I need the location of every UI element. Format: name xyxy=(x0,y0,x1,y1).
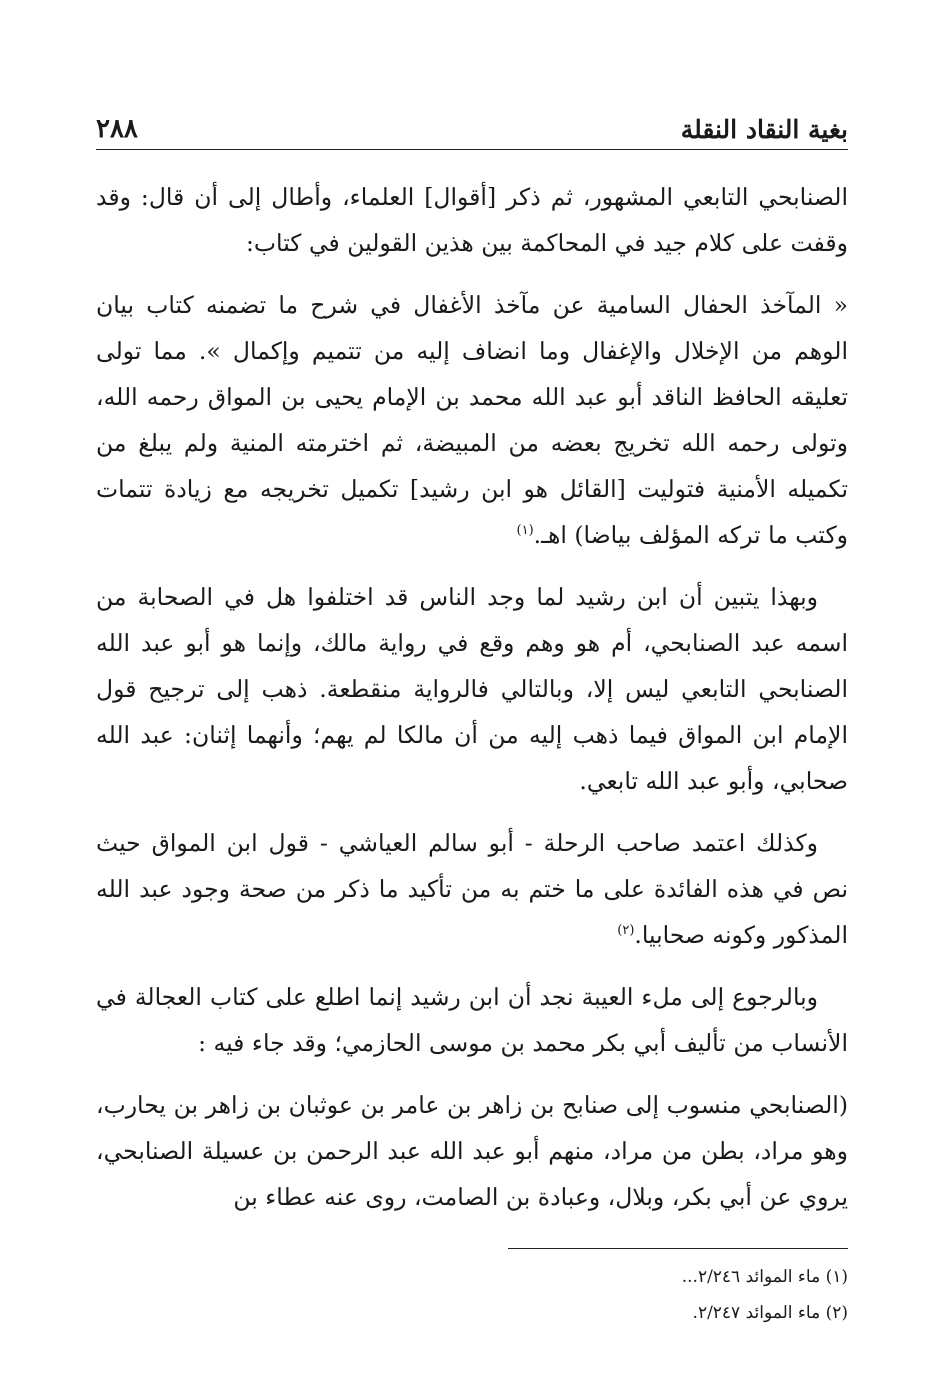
paragraph-4: وكذلك اعتمد صاحب الرحلة - أبو سالم العياشي - قول ابن المواق حيث نص في هذه الفائدة على ما ختم به من تأكيد ما ذكر من صحة وجود عبد الله المذكور وكونه صحابيا.$^{(٢)}$ xyxy=(96,829,848,949)
running-title: بغية النقاد النقلة xyxy=(680,115,848,144)
paragraph-1: الصنابحي التابعي المشهور، ثم ذكر [أقوال] العلماء، وأطال إلى أن قال: وقد وقفت على كلام جيد في المحاكمة بين هذين القولين في كتاب: xyxy=(96,183,848,257)
footnote-divider xyxy=(508,1248,848,1249)
footnote-2: (٢) ماء الموائد ٢/٢٤٧. xyxy=(692,1303,848,1323)
book-page xyxy=(96,95,848,1331)
footnote-mark-2: (٢) xyxy=(617,923,635,939)
paragraph-3: وبهذا يتبين أن ابن رشيد لما وجد الناس قد اختلفوا هل في الصحابة من اسمه عبد الصنابحي، أم هو وهم وقع في رواية مالك، وإنما هو أبو عبد الله الصنابحي التابعي ليس إلا، وبالتالي فالرواية منقطعة. ذهب إلى ترجيح قول الإمام ابن المواق فيما ذهب إليه من أن مالكا لم يهم؛ وأنهما إثنان: عبد الله صحابي، وأبو عبد الله تابعي. xyxy=(96,583,848,795)
page-number: ٢٨٨ xyxy=(96,113,138,144)
running-header xyxy=(96,95,848,150)
paragraph-2-quote: « المآخذ الحفال السامية عن مآخذ الأغفال في شرح ما تضمنه كتاب بيان الوهم من الإخلال والإغفال وما انضاف إليه من تتميم وإكمال ». مما تولى تعليقه الحافظ الناقد أبو عبد الله محمد بن الإمام يحيى بن المواق رحمه الله، وتولى رحمه الله تخريج بعضه من المبيضة، ثم اخترمته المنية ولم يبلغ من تكميله الأمنية فتوليت [القائل هو ابن رشيد] تكميل تخريجه مع زيادة تتمات وكتب ما تركه المؤلف بياضا) اهـ.$^{(١)}$ xyxy=(96,291,848,549)
paragraph-6-quote: (الصنابحي منسوب إلى صنابح بن زاهر بن عامر بن عوثبان بن زاهر بن يحارب، وهو مراد، بطن من مراد، منهم أبو عبد الله عبد الرحمن بن عسيلة الصنابحي، يروي عن أبي بكر، وبلال، وعبادة بن الصامت، روى عنه عطاء بن xyxy=(96,1091,848,1211)
body-text xyxy=(96,174,848,1220)
footnote-mark-1: (١) xyxy=(516,523,534,539)
footnote-1: (١) ماء الموائد ٢/٢٤٦... xyxy=(681,1267,848,1287)
paragraph-5: وبالرجوع إلى ملء العيبة نجد أن ابن رشيد إنما اطلع على كتاب العجالة في الأنساب من تأليف أبي بكر محمد بن موسى الحازمي؛ وقد جاء فيه : xyxy=(96,983,848,1057)
